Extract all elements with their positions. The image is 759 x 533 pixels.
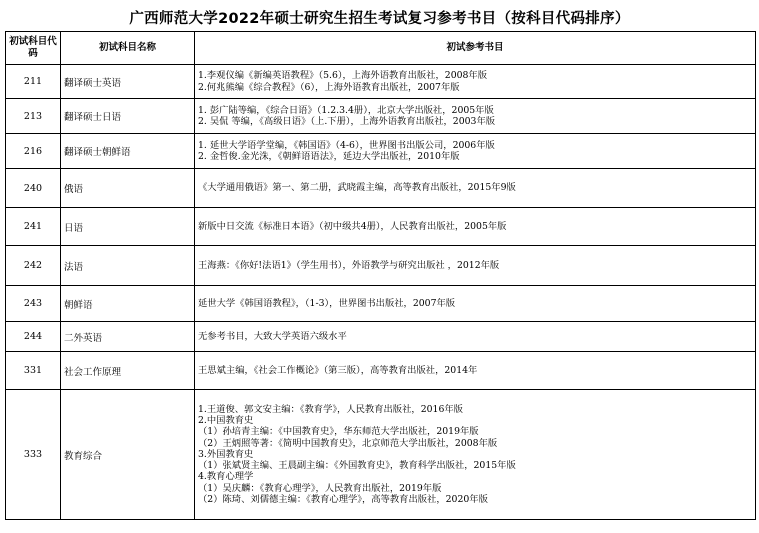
- subject-code: 241: [6, 208, 61, 246]
- subject-code: 244: [6, 322, 61, 352]
- header-books: 初试参考书目: [195, 32, 756, 65]
- reference-book-table: [5, 31, 756, 520]
- subject-name: 二外英语: [61, 322, 195, 352]
- subject-code: 333: [6, 390, 61, 520]
- reference-books: [195, 322, 756, 352]
- table-row: [6, 352, 756, 390]
- reference-books: [195, 134, 756, 169]
- subject-name: 朝鲜语: [61, 286, 195, 322]
- subject-name: 法语: [61, 246, 195, 286]
- book-entry: （2）王炳照等著：《简明中国教育史》，北京师范大学出版社，2008年版: [198, 437, 498, 449]
- table-header-row: [6, 32, 756, 65]
- book-entry: 3.外国教育史: [198, 448, 254, 460]
- book-entry: 王思斌主编，《社会工作概论》（第三版），高等教育出版社，2014年: [198, 364, 478, 376]
- subject-code: 242: [6, 246, 61, 286]
- book-entry: （1）张斌贤主编、王晨副主编：《外国教育史》，教育科学出版社，2015年版: [198, 460, 516, 472]
- subject-name: 翻译硕士日语: [61, 99, 195, 134]
- book-entry: 2. 吴侃 等编，《高级日语》（上.下册），上海外语教育出版社，2003年版: [198, 116, 496, 127]
- reference-books: [195, 208, 756, 246]
- page-title: 广西师范大学2022年硕士研究生招生考试复习参考书目（按科目代码排序）: [129, 11, 630, 27]
- subject-code: 216: [6, 134, 61, 169]
- book-entry: （1）吴庆麟：《教育心理学》，人民教育出版社，2019年版: [198, 482, 442, 494]
- reference-books: [195, 352, 756, 390]
- book-entry: 1. 彭广陆等编，《综合日语》（1.2.3.4册），北京大学出版社，2005年版: [198, 104, 494, 116]
- subject-code: 243: [6, 286, 61, 322]
- book-entry: （2）陈琦、刘儒德主编：《教育心理学》，高等教育出版社，2020年版: [198, 494, 488, 506]
- subject-name: 日语: [61, 208, 195, 246]
- book-entry: 2. 金哲俊.金光洙，《朝鲜语语法》，延边大学出版社，2010年版: [198, 151, 460, 162]
- subject-name: 教育综合: [61, 390, 195, 520]
- reference-books: [195, 286, 756, 322]
- table-row: [6, 169, 756, 208]
- subject-name: 俄语: [61, 169, 195, 208]
- book-entry: （1）孙培青主编：《中国教育史》，华东师范大学出版社，2019年版: [198, 426, 479, 438]
- table-row: [6, 99, 756, 134]
- book-entry: 1. 延世大学语学堂编，《韩国语》（4-6），世界图书出版公司，2006年版: [198, 139, 495, 151]
- reference-books: [195, 99, 756, 134]
- table-row: [6, 246, 756, 286]
- table-row: [6, 208, 756, 246]
- table-row: [6, 65, 756, 99]
- book-entry: 1.李观仪编《新编英语教程》（5.6），上海外语教育出版社，2008年版: [198, 70, 488, 82]
- header-code: 初试科目代码: [6, 32, 61, 65]
- book-entry: 4.教育心理学: [198, 471, 254, 483]
- reference-books: [195, 390, 756, 520]
- table-row: [6, 286, 756, 322]
- table-row: [6, 134, 756, 169]
- reference-books: [195, 65, 756, 99]
- book-entry: 《大学通用俄语》第一、第二册，武晓霞主编，高等教育出版社，2015年9版: [198, 182, 516, 194]
- subject-code: 211: [6, 65, 61, 99]
- subject-name: 翻译硕士朝鲜语: [61, 134, 195, 169]
- subject-name: 社会工作原理: [61, 352, 195, 390]
- table-row: [6, 322, 756, 352]
- book-entry: 2.何兆熊编《综合教程》（6），上海外语教育出版社，2007年版: [198, 81, 460, 93]
- subject-code: 331: [6, 352, 61, 390]
- subject-code: 240: [6, 169, 61, 208]
- book-entry: 延世大学《韩国语教程》，（1-3），世界图书出版社，2007年版: [198, 297, 456, 309]
- book-entry: 王海燕：《你好!法语1》（学生用书），外语教学与研究出版社 ，2012年版: [198, 259, 500, 271]
- subject-code: 213: [6, 99, 61, 134]
- book-entry: 1.王道俊、郭文安主编：《教育学》，人民教育出版社，2016年版: [198, 403, 463, 415]
- reference-books: [195, 246, 756, 286]
- subject-name: 翻译硕士英语: [61, 65, 195, 99]
- reference-books: [195, 169, 756, 208]
- book-entry: 新版中日交流《标准日本语》（初中级共4册），人民教育出版社，2005年版: [198, 220, 507, 232]
- table-row: [6, 390, 756, 520]
- book-entry: 无参考书目，大致大学英语六级水平: [198, 330, 347, 342]
- header-name: 初试科目名称: [61, 32, 195, 65]
- book-entry: 2.中国教育史: [198, 414, 254, 426]
